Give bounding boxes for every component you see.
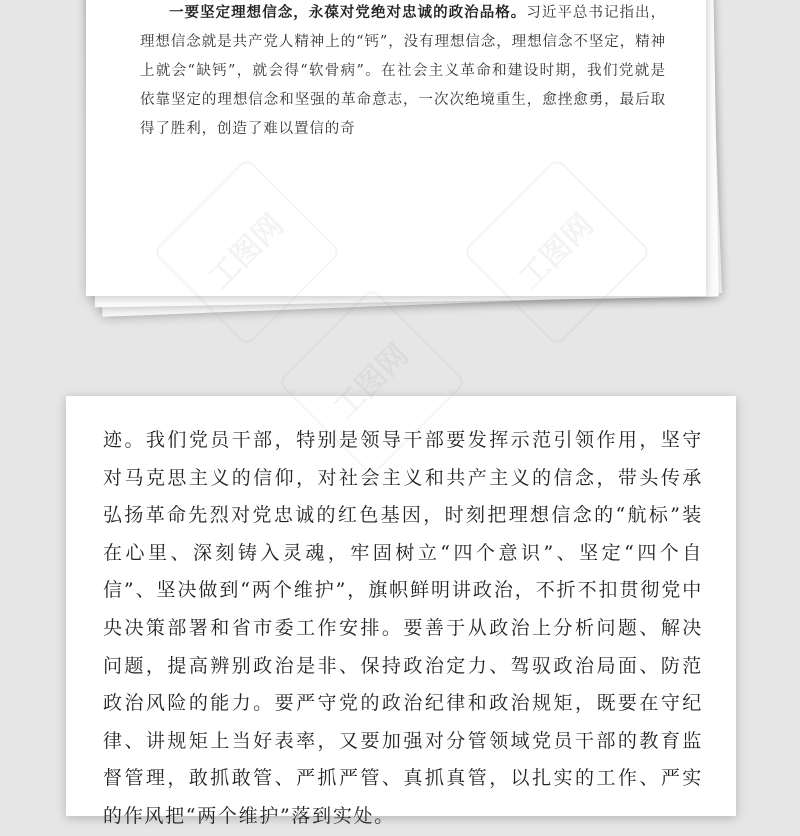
top-page-body: 习近平总书记指出，理想信念就是共产党人精神上的“钙”，没有理想信念，理想信念不坚定，精神上就会“缺钙”，就会得“软骨病”。在社会主义革命和建设时期，我们党就是依靠坚定的理想信念和坚强的革命意志，一次次绝境重生，愈挫愈勇，最后取得了胜利，创造了难以置信的奇 [140, 5, 666, 137]
watermark-logo: 工图网 [462, 157, 652, 347]
bottom-page-text [103, 422, 703, 836]
top-page-lead-sentence: 一要坚定理想信念，永葆对党绝对忠诚的政治品格。 [169, 4, 527, 21]
watermark-logo: 工图网 [152, 157, 342, 347]
bottom-page-body: 迹。我们党员干部，特别是领导干部要发挥示范引领作用，坚守对马克思主义的信仰，对社会主义和共产主义的信念，带头传承弘扬革命先烈对党忠诚的红色基因，时刻把理想信念的“航标”装在心里、深刻铸入灵魂，牢固树立“四个意识”、坚定“四个自信”、坚决做到“两个维护”，旗帜鲜明讲政治，不折不扣贯彻党中央决策部署和省市委工作安排。要善于从政治上分析问题、解决问题，提高辨别政治是非、保持政治定力、驾驭政治局面、防范政治风险的能力。要严守党的政治纪律和政治规矩，既要在守纪律、讲规矩上当好表率，又要加强对分管领域党员干部的教育监督管理，敢抓敢管、严抓严管、真抓真管，以扎实的工作、严实的作风把“两个维护”落到实处。 [103, 429, 703, 827]
watermark-logo: 工图网 [277, 287, 467, 477]
top-page-text [140, 0, 666, 144]
